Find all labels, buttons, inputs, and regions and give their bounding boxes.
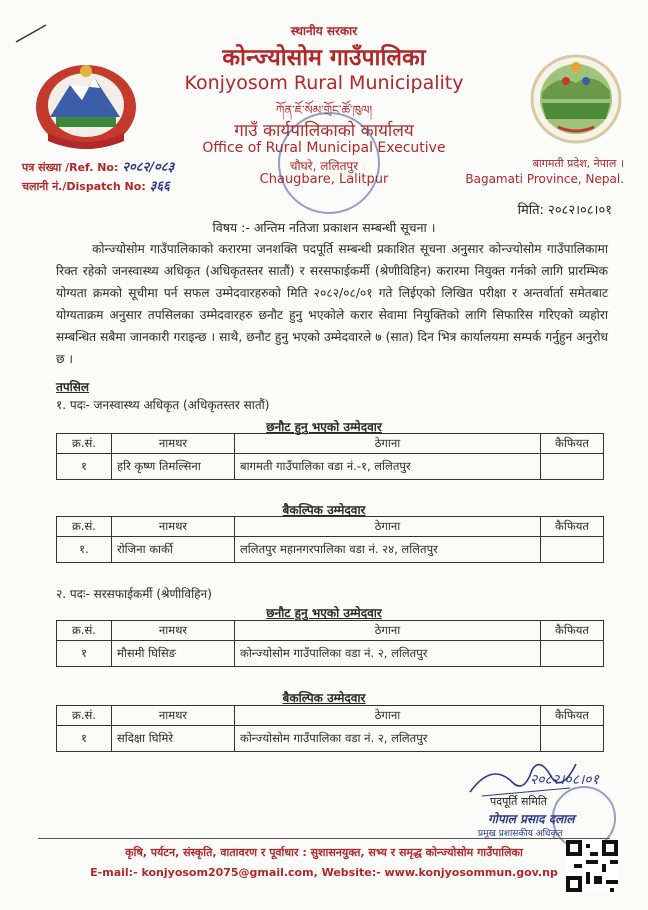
document-date: मिति: २०८२।०८।०१ (517, 203, 612, 218)
cell-name: मौसमी घिसिङ (112, 641, 235, 667)
col-name: नामथर (112, 434, 235, 454)
cell-name: सदिक्षा घिमिरे (112, 726, 235, 752)
selected-caption-1: छनौट हुनु भएको उम्मेदवार (266, 420, 382, 434)
selected-table-2 (56, 620, 604, 667)
col-remarks: कैफियत (541, 517, 604, 537)
body-paragraph: कोन्ज्योसोम गाउँपालिकाको करारमा जनशक्ति पदपूर्ति सम्बन्धी प्रकाशित सूचना अनुसार कोन्ज्योसोम गाउँपालिकामा रिक्त रहेको जनस्वास्थ्य अधिकृत (अधिकृतस्तर सातौं) र सरसफाईकर्मी (श्रेणीविहिन) करारमा नियुक्त गर्नको लागि प्रारम्भिक योग्यता क्रमको सूचीमा पर्न सफल उम्मेदवारहरुको मिति २०८२/०८/०१ गते लिईएको लिखित परीक्षा र अन्तर्वार्ता समेतबाट योग्यताक्रम अनुसार तपसिलका उम्मेदवारहरु छनौट हुनु भएकोले करार सेवामा नियुक्तिको लागि सिफारिस गरिएको व्यहोरा सम्बन्धित सबैमा जानकारी गराइन्छ । साथै, छनौट हुनु भएको उम्मेदवारले ७ (सात) दिन भित्र कार्यालयमा सम्पर्क गर्नुहुन अनुरोध छ । (56, 242, 608, 366)
ref-row (22, 157, 174, 175)
cell-sn: १ (57, 641, 112, 667)
alternate-table-1 (56, 516, 604, 563)
col-remarks: कैफियत (541, 434, 604, 454)
alternate-table-2 (56, 705, 604, 752)
col-remarks: कैफियत (541, 706, 604, 726)
cell-sn: १ (57, 726, 112, 752)
signature-committee: पदपूर्ति समिति (490, 795, 547, 808)
col-name: नामथर (112, 621, 235, 641)
col-name: नामथर (112, 706, 235, 726)
ref-value: २०८२/०८३ (122, 160, 175, 175)
col-sn: क्र.सं. (57, 621, 112, 641)
footer-divider (38, 838, 610, 839)
municipality-name-tib: ཀོན་ཇོ་སོམ་གྲོང་ཚོ་ཁུལ། (275, 103, 373, 117)
table-row (57, 454, 604, 480)
selected-table-1 (56, 433, 604, 480)
office-place-en: Chaugbare, Lalitpur (259, 172, 389, 187)
alternate-caption-2: बैकल्पिक उम्मेदवार (282, 691, 366, 705)
cell-address: बागमती गाउँपालिका वडा नं.-१, ललितपुर (235, 454, 541, 480)
ref-label: पत्र संख्या /Ref. No: (22, 161, 119, 174)
col-address: ठेगाना (235, 434, 541, 454)
cell-sn: १. (57, 537, 112, 563)
col-address: ठेगाना (235, 706, 541, 726)
col-address: ठेगाना (235, 621, 541, 641)
selected-caption-2: छनौट हुनु भएको उम्मेदवार (266, 606, 382, 620)
municipality-name-en: Konjyosom Rural Municipality (184, 72, 464, 94)
cell-remarks (541, 641, 604, 667)
cell-remarks (541, 537, 604, 563)
cell-remarks (541, 454, 604, 480)
municipality-name-np: कोन्ज्योसोम गाउँपालिका (222, 45, 426, 71)
cell-name: हरि कृष्ण तिमल्सिना (112, 454, 235, 480)
header-top-line: स्थानीय सरकार (290, 24, 358, 38)
signature-date: २०८२।०८।०१ (530, 772, 599, 788)
col-sn: क्र.सं. (57, 517, 112, 537)
col-sn: क्र.सं. (57, 434, 112, 454)
footer-contact: E-mail:- konjyosom2075@gmail.com, Website:- www.konjyosommun.gov.np (90, 866, 558, 879)
province-en: Bagamati Province, Nepal. (465, 172, 624, 186)
col-sn: क्र.सं. (57, 706, 112, 726)
signature-name: गोपाल प्रसाद दलाल (488, 812, 575, 826)
tapsil-heading: तपसिल (56, 380, 90, 394)
dispatch-value: ३६६ (149, 179, 170, 194)
col-address: ठेगाना (235, 517, 541, 537)
post-1-heading: १. पदः- जनस्वास्थ्य अधिकृत (अधिकृतस्तर सातौं) (56, 398, 270, 412)
col-remarks: कैफियत (541, 621, 604, 641)
dispatch-row (22, 176, 170, 194)
office-name-np: गाउँ कार्यपालिकाको कार्यालय (234, 121, 414, 141)
dispatch-label: चलानी नं./Dispatch No: (22, 180, 146, 193)
office-name-en: Office of Rural Municipal Executive (202, 140, 446, 156)
qr-code (566, 840, 618, 892)
table-row (57, 726, 604, 752)
cell-sn: १ (57, 454, 112, 480)
cell-address: ललितपुर महानगरपालिका वडा नं. २४, ललितपुर (235, 537, 541, 563)
province-np: बागमती प्रदेश, नेपाल । (532, 157, 624, 170)
alternate-caption-1: बैकल्पिक उम्मेदवार (282, 503, 366, 517)
signature-title: प्रमुख प्रशासकीय अधिकृत (478, 829, 563, 839)
post-2-heading: २. पदः- सरसफाईकर्मी (श्रेणीविहिन) (56, 587, 212, 601)
cell-address: कोन्ज्योसोम गाउँपालिका वडा नं. २, ललितपुर (235, 726, 541, 752)
office-place-np: चौघरे, ललितपुर (289, 159, 359, 173)
cell-name: रोजिना कार्की (112, 537, 235, 563)
table-row (57, 537, 604, 563)
cell-remarks (541, 726, 604, 752)
cell-address: कोन्ज्योसोम गाउँपालिका वडा नं. २, ललितपुर (235, 641, 541, 667)
subject-line: विषय :- अन्तिम नतिजा प्रकाशन सम्बन्धी सूचना । (212, 220, 436, 235)
table-row (57, 641, 604, 667)
col-name: नामथर (112, 517, 235, 537)
footer-tagline: कृषि, पर्यटन, संस्कृति, वातावरण र पूर्वाधार : सुशासनयुक्त, सभ्य र समृद्ध कोन्ज्योसोम गाउँपालिका (125, 846, 523, 859)
office-stamp (278, 112, 380, 214)
